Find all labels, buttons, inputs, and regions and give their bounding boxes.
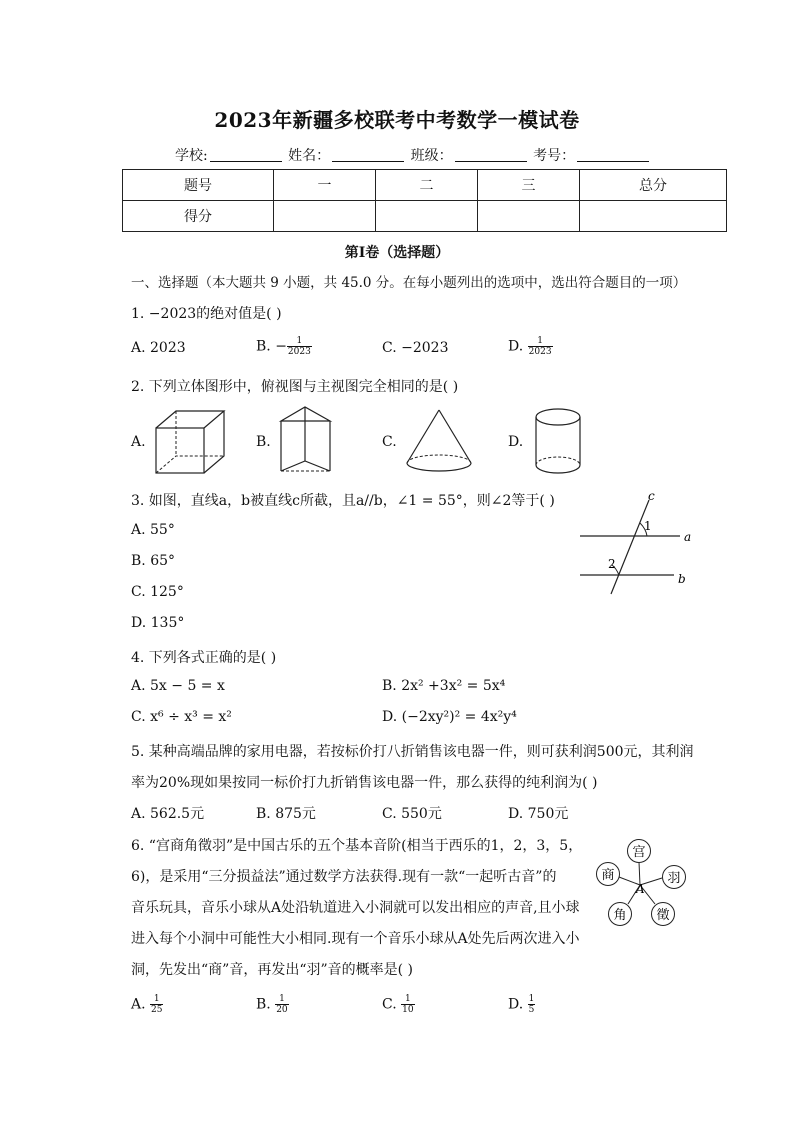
score-table-header-row	[123, 170, 727, 201]
score-header-cell: 总分	[580, 170, 727, 201]
q4-option-b: B. 2x² +3x² = 5x⁴	[382, 678, 506, 694]
q1-option-d-fraction	[528, 336, 553, 357]
label-angle-2: 2	[608, 557, 616, 571]
exam-no-blank	[577, 147, 649, 162]
exam-no-label: 考号：	[533, 148, 576, 164]
q2-option-c: C.	[382, 434, 397, 450]
fraction-denominator: 2023	[287, 347, 311, 357]
q5-option-c: C. 550元	[382, 806, 442, 822]
q6-stem-line3: 音乐玩具，音乐小球从A处沿轨道进入小洞就可以发出相应的声音,且小球	[131, 900, 580, 916]
fraction-numerator: 1	[150, 994, 163, 1005]
fraction-denominator: 25	[151, 1005, 163, 1015]
label-zhi: 徵	[656, 908, 670, 923]
fraction-numerator: 1	[528, 336, 553, 347]
music-tracks-figure	[590, 836, 694, 936]
q6-option-d-fraction	[528, 994, 536, 1015]
q1-option-b-prefix: B. −	[256, 338, 287, 355]
q6-stem-line1: 6. “宫商角徵羽”是中国古乐的五个基本音阶(相当于西乐的1，2，3，5，	[131, 838, 583, 854]
score-cell	[376, 201, 478, 232]
q5-stem-line1: 5. 某种高端品牌的家用电器，若按标价打八折销售该电器一件，则可获利润500元，其利润	[131, 744, 694, 760]
label-angle-1: 1	[644, 519, 652, 533]
section-title: 第I卷（选择题）	[344, 245, 450, 261]
cone-figure	[403, 407, 475, 477]
cube-figure	[150, 407, 228, 477]
school-blank	[210, 147, 282, 162]
score-header-cell: 二	[376, 170, 478, 201]
q4-option-c: C. x⁶ ÷ x³ = x²	[131, 709, 232, 725]
q5-option-b: B. 875元	[256, 806, 316, 822]
q6-stem-line4: 进入每个小洞中可能性大小相同.现有一个音乐小球从A处先后两次进入小	[131, 931, 580, 947]
q6-stem-line2: 6)，是采用“三分损益法”通过数学方法获得.现有一款“一起听古音”的	[131, 869, 557, 885]
line-c	[611, 500, 649, 594]
score-cell	[274, 201, 376, 232]
q4-option-a: A. 5x − 5 = x	[131, 678, 225, 694]
q3-option-a: A. 55°	[131, 522, 175, 538]
fraction-numerator: 1	[275, 994, 288, 1005]
fraction-denominator: 2023	[528, 347, 552, 357]
q6-option-b-fraction	[275, 994, 288, 1015]
page-title: 2023年新疆多校联考中考数学一模试卷	[214, 108, 580, 132]
fraction-numerator: 1	[287, 336, 312, 347]
q6-option-b	[256, 994, 289, 1015]
q6-option-a-fraction	[150, 994, 163, 1015]
fraction-numerator: 1	[401, 994, 414, 1005]
fraction-denominator: 10	[402, 1005, 414, 1015]
label-a: a	[684, 530, 692, 544]
q1-option-b	[256, 336, 312, 357]
score-header-cell: 三	[478, 170, 580, 201]
q6-option-c-prefix: C.	[382, 996, 402, 1013]
q1-stem: 1. −2023的绝对值是( )	[131, 306, 282, 322]
school-label: 学校:	[175, 148, 208, 164]
label-yu: 羽	[667, 871, 681, 886]
fraction-denominator: 5	[528, 1005, 535, 1015]
q6-option-d	[508, 994, 535, 1015]
q1-option-b-fraction	[287, 336, 312, 357]
name-label: 姓名：	[288, 148, 331, 164]
q5-option-d: D. 750元	[508, 806, 569, 822]
cylinder-figure	[530, 405, 586, 477]
q3-option-d: D. 135°	[131, 615, 185, 631]
q4-stem: 4. 下列各式正确的是( )	[131, 650, 277, 666]
label-b: b	[678, 572, 686, 586]
class-label: 班级：	[410, 148, 453, 164]
score-table-score-row	[123, 201, 727, 232]
q6-option-d-prefix: D.	[508, 996, 528, 1013]
score-row-label: 得分	[123, 201, 274, 232]
q3-option-c: C. 125°	[131, 584, 184, 600]
score-cell	[580, 201, 727, 232]
q6-option-a	[131, 994, 163, 1015]
fraction-numerator: 1	[528, 994, 535, 1004]
parallel-lines-figure	[572, 486, 702, 598]
q1-option-d	[508, 336, 553, 357]
q6-option-c-fraction	[401, 994, 414, 1015]
score-header-cell: 题号	[123, 170, 274, 201]
q3-option-b: B. 65°	[131, 553, 176, 569]
name-blank	[332, 147, 404, 162]
q1-option-c: C. −2023	[382, 340, 449, 356]
q2-option-b: B.	[256, 434, 271, 450]
q1-option-d-prefix: D.	[508, 338, 528, 355]
fraction-denominator: 20	[276, 1005, 288, 1015]
q6-option-b-prefix: B.	[256, 996, 276, 1013]
label-point-a: A	[636, 882, 645, 896]
q5-stem-line2: 率为20%现如果按同一标价打九折销售该电器一件，那么获得的纯利润为( )	[131, 775, 598, 791]
score-table	[122, 169, 727, 232]
label-c: c	[648, 489, 655, 503]
q3-stem: 3. 如图，直线a，b被直线c所截，且a//b，∠1 = 55°，则∠2等于( )	[131, 493, 555, 509]
q2-option-d: D.	[508, 434, 524, 450]
triangular-prism-figure	[275, 405, 337, 477]
q2-stem: 2. 下列立体图形中，俯视图与主视图完全相同的是( )	[131, 379, 459, 395]
q6-option-c	[382, 994, 415, 1015]
q6-option-a-prefix: A.	[131, 996, 151, 1013]
section-instruction: 一、选择题（本大题共 9 小题，共 45.0 分。在每小题列出的选项中，选出符合题目的一项）	[131, 275, 687, 291]
q6-stem-line5: 洞，先发出“商”音，再发出“羽”音的概率是( )	[131, 962, 414, 978]
q4-option-d: D. (−2xy²)² = 4x²y⁴	[382, 709, 517, 725]
q2-option-a: A.	[131, 434, 146, 450]
label-gong: 宫	[632, 845, 646, 860]
label-jue: 角	[613, 908, 627, 923]
score-header-cell: 一	[274, 170, 376, 201]
student-info-line	[175, 145, 651, 165]
class-blank	[455, 147, 527, 162]
q5-option-a: A. 562.5元	[131, 806, 205, 822]
label-shang: 商	[601, 868, 615, 883]
q1-option-a: A. 2023	[131, 340, 186, 356]
score-cell	[478, 201, 580, 232]
